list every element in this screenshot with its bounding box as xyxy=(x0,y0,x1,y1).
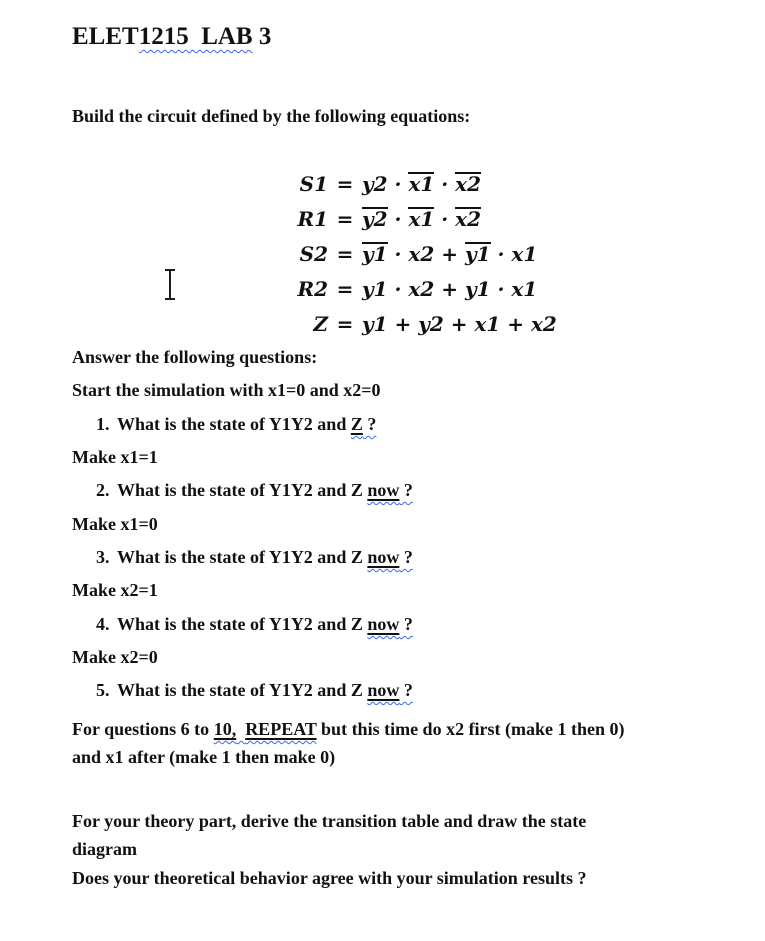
equation-term: · xyxy=(434,207,456,231)
equation-term: · x2 + xyxy=(387,242,465,266)
question-1 xyxy=(96,413,376,435)
grammar-squiggle xyxy=(367,614,413,634)
make-line-2: Make x1=0 xyxy=(72,514,158,534)
question-3 xyxy=(96,546,413,568)
equation-term: · xyxy=(387,207,409,231)
equations xyxy=(72,172,592,347)
equals-sign: = xyxy=(336,242,354,266)
grammar-squiggle xyxy=(367,680,413,700)
question-tail: ? xyxy=(399,680,413,700)
make-line-3: Make x2=1 xyxy=(72,580,158,600)
equation-lhs: Z xyxy=(313,312,328,336)
equation-line xyxy=(72,242,592,277)
overline-term: y1 xyxy=(464,242,491,266)
grammar-squiggle-title: 1215 LAB xyxy=(138,23,253,50)
ibeam-bottom-serif xyxy=(165,298,175,300)
grammar-squiggle xyxy=(351,414,377,434)
equation-term: y1 · x2 + y1 · x1 xyxy=(362,277,538,301)
underlined-word: now xyxy=(367,614,400,634)
equation-lhs: S2 xyxy=(299,242,328,266)
underlined-word: REPEAT xyxy=(245,719,317,739)
equation-rhs xyxy=(362,242,537,266)
repeat-paragraph-line1 xyxy=(72,718,625,740)
overline-term: x2 xyxy=(455,172,482,196)
underlined-word: now xyxy=(367,480,400,500)
question-text: What is the state of Y1Y2 and Z xyxy=(117,547,368,567)
repeat-post: but this time do x2 first (make 1 then 0) xyxy=(316,719,625,739)
question-text: What is the state of Y1Y2 and Z xyxy=(117,614,368,634)
theory-paragraph-line2: diagram xyxy=(72,839,137,859)
equation-lhs: S1 xyxy=(299,172,328,196)
question-5 xyxy=(96,679,413,701)
question-number: 2. xyxy=(96,480,110,500)
equation-rhs xyxy=(362,172,481,196)
equation-term: · xyxy=(434,172,456,196)
equation-line xyxy=(72,312,592,347)
underlined-word: Z xyxy=(350,414,363,434)
equals-sign: = xyxy=(336,172,354,196)
equation-lhs: R2 xyxy=(297,277,328,301)
question-text: What is the state of Y1Y2 and xyxy=(117,414,351,434)
text-cursor-ibeam xyxy=(163,269,177,300)
equation-line xyxy=(72,172,592,207)
equals-sign: = xyxy=(336,312,354,336)
question-number: 1. xyxy=(96,414,110,434)
question-2 xyxy=(96,479,413,501)
overline-term: y2 xyxy=(362,207,388,231)
equation-rhs xyxy=(362,312,557,336)
overline-term: x2 xyxy=(455,207,482,231)
theory-paragraph-line1: For your theory part, derive the transition table and draw the state xyxy=(72,811,587,831)
question-tail: ? xyxy=(399,480,413,500)
equals-sign: = xyxy=(336,277,354,301)
equation-term: y2 · xyxy=(362,172,409,196)
underlined-word: now xyxy=(367,547,400,567)
repeat-paragraph-line2: and x1 after (make 1 then make 0) xyxy=(72,747,336,767)
equation-line xyxy=(72,277,592,312)
document-title xyxy=(72,22,271,52)
question-tail: ? xyxy=(399,614,413,634)
intro-paragraph: Build the circuit defined by the following equations: xyxy=(72,106,471,126)
repeat-mid xyxy=(236,719,245,739)
question-text: What is the state of Y1Y2 and Z xyxy=(117,680,368,700)
ibeam-stem xyxy=(169,271,171,298)
repeat-pre: For questions 6 to xyxy=(72,719,214,739)
make-line-1: Make x1=1 xyxy=(72,447,158,467)
grammar-squiggle xyxy=(367,547,413,567)
grammar-squiggle xyxy=(367,480,413,500)
start-line: Start the simulation with x1=0 and x2=0 xyxy=(72,380,381,400)
grammar-squiggle-repeat xyxy=(214,719,317,739)
equation-rhs xyxy=(362,277,537,301)
equals-sign: = xyxy=(336,207,354,231)
question-4 xyxy=(96,613,413,635)
overline-term: y1 xyxy=(362,242,388,266)
underlined-word: now xyxy=(367,680,400,700)
equation-rhs xyxy=(362,207,481,231)
question-tail: ? xyxy=(362,414,377,434)
make-line-4: Make x2=0 xyxy=(72,647,158,667)
question-tail: ? xyxy=(399,547,413,567)
title-pre: ELET xyxy=(72,23,139,50)
answer-heading: Answer the following questions: xyxy=(72,347,318,367)
equation-lhs: R1 xyxy=(297,207,328,231)
question-number: 5. xyxy=(96,680,110,700)
question-number: 4. xyxy=(96,614,110,634)
underlined-word: 10, xyxy=(213,719,237,739)
title-post: 3 xyxy=(252,23,272,50)
equation-term: y1 + y2 + x1 + x2 xyxy=(362,312,557,336)
overline-term: x1 xyxy=(408,172,435,196)
equation-term: · x1 xyxy=(490,242,538,266)
question-text: What is the state of Y1Y2 and Z xyxy=(117,480,368,500)
closing-question: Does your theoretical behavior agree with your simulation results ? xyxy=(72,868,587,888)
question-number: 3. xyxy=(96,547,110,567)
overline-term: x1 xyxy=(408,207,435,231)
equation-line xyxy=(72,207,592,242)
